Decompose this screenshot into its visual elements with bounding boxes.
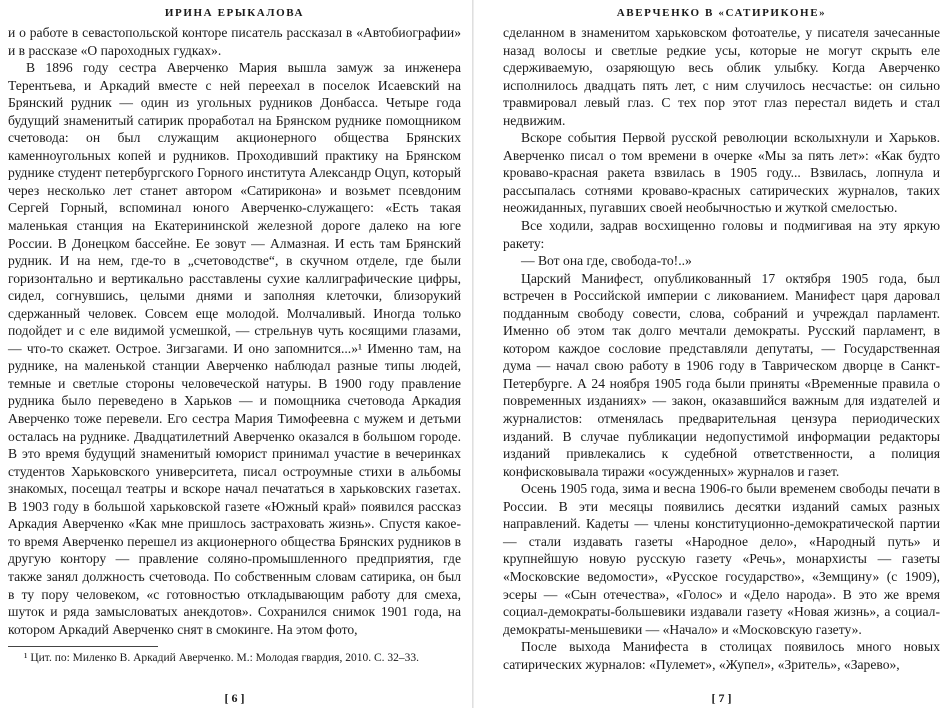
right-paragraph-3: Все ходили, задрав восхищенно головы и подмигивая на эту яркую ракету:: [503, 218, 940, 251]
left-paragraph-1: и о работе в севастопольской конторе писатель рассказал в «Автобиографии» и в рассказе «О пароходных гудках».: [8, 25, 461, 58]
right-paragraph-6: Осень 1905 года, зима и весна 1906-го были временем свободы печати в России. В эти месяцы появились десятки изданий самых разных направлений. Кадеты — члены конституционно-демократической партии — стали издавать газеты «Народное дело», «Народный путь» и крупнейшую новую русскую газету «Речь», монархисты — газеты «Московские ведомости», «Русское государство», «Земщину» (с 1909), эсеры — «Сын отечества», «Голос» и «Дело народа». В это же время социал-демократы-большевики издавали газету «Новая жизнь», а социал-демократы-меньшевики — «Начало» и «Московскую газету».: [503, 481, 940, 637]
right-paragraph-5: Царский Манифест, опубликованный 17 октября 1905 года, был встречен в Российской империи с ликованием. Манифест царя даровал подданным свободу совести, слова, собраний и учреждал парламент. Именно об этом так долго мечтали демократы. Русский парламент, в котором каждое сословие представляли депутаты, — Государственная дума — начал свою работу в 1906 году в Таврическом дворце в Санкт-Петербурге. А 24 ноября 1905 года были приняты «Временные правила о повременных изданиях» — закон, оказавшийся важным для издателей и журналистов: отменялась предварительная цензура периодических изданий. В случае публикации недопустимой информации редакторы изданий привлекались к судебной ответственности, а полиция конфисковывала тиражи «осужденных» журналов и газет.: [503, 270, 940, 479]
right-body-text: [503, 24, 940, 673]
left-body-text: [8, 24, 461, 638]
footnote: ¹ Цит. по: Миленко В. Аркадий Аверченко. М.: Молодая гвардия, 2010. С. 32–33.: [24, 652, 420, 665]
running-head-right: АВЕРЧЕНКО В «САТИРИКОНЕ»: [616, 7, 827, 19]
left-paragraph-2: В 1896 году сестра Аверченко Мария вышла замуж за инженера Терентьева, и Аркадий вместе с ней переехал в поселок Исаевский на Брянский рудник — один из угольных рудников Донбасса. Четыре года будущий знаменитый сатирик проработал на Брянском руднике помощником счетовода: он был служащим акционерного общества Брянских каменноугольных копей и рудников. Проходивший практику на Брянском руднике студент петербургского Горного института Александр Оцуп, который через несколько лет станет автором «Сатирикона» и возьмет псевдоним Сергей Горный, вспоминал юного Аверченко-служащего: «Есть такая маленькая станция на Екатерининской железной дороге далеко на юге России. В Донецком бассейне. Ее зовут — Алмазная. И есть там Брянский рудник. И на нем, где-то в „счетоводстве“, в скучном отделе, где были горизонтально и вертикально расставлены сухие каллиграфические цифры, сидел, согнувшись, целыми днями и заполняя клеточки, близорукий сдержанный человек. Совсем еще молодой. Молчаливый. Иногда только подойдет и с еле видимой усмешкой, — стрельнув чуть косящими глазами, — что-то скажет. Острое. Зигзагами. И оно запомнится...»¹ Именно там, на руднике, на маленькой станции Аверченко наблюдал разные типы людей, темные и светлые стороны человеческой натуры. В 1900 году правление рудника было переведено в Харьков — и помощника счетовода Аркадия Аверченко тоже перевели. Его сестра Мария Тимофеевна с мужем и детьми осталась на руднике. Двадцатилетний Аверченко оказался в большом городе. В это время будущий знаменитый юморист принимал участие в вечеринках студентов Харьковского университета, писал остроумные стихи в альбомы знакомых, посещал театры и вскоре начал печататься в харьковских газетах. В 1903 году в большой харьковской газете «Южный край» появился рассказ Аркадия Аверченко «Как мне пришлось застраховать жизнь». Спустя какое-то время Аверченко перешел из акционерного общества Брянских рудников в другую контору — правление соляно-промышленного предприятия, где также занял должность счетовода. По собственным словам сатирика, он был в ту пору человеком, «с готовностью откладывающим работу для смеха, шуток и ряда замысловатых анекдотов». Сохранился снимок 1901 года, на котором Аркадий Аверченко снят в смокинге. На этом фото,: [8, 60, 461, 637]
right-paragraph-2: Вскоре события Первой русской революции всколыхнули и Харьков. Аверченко писал о том времени в очерке «Мы за пять лет»: «Как будто кроваво-красная ракета взвилась в 1905 году... Взвилась, лопнула и рассыпалась сотнями кроваво-красных сатирических журналов, таких неожиданных, пугавших своей необычностью и жуткой смелостью.: [503, 130, 940, 216]
page-number-right: [ 7 ]: [711, 691, 732, 705]
right-page: [473, 0, 946, 708]
footnote-divider: [8, 646, 158, 647]
right-paragraph-4: — Вот она где, свобода-то!..»: [521, 253, 692, 269]
page-number-left: [ 6 ]: [224, 691, 245, 705]
right-paragraph-1: сделанном в знаменитом харьковском фотоателье, у писателя зачесанные назад волосы и светлые редкие усы, которые не могут скрыть еле сдерживаемую, озаряющую весь облик улыбку. Когда Аверченко исполнилось двадцать пять лет, с ним случилось несчастье: он сильно травмировал левый глаз. С тех пор этот глаз перестал видеть и стал недвижим.: [503, 25, 940, 128]
running-head-left: ИРИНА ЕРЫКАЛОВА: [164, 7, 305, 19]
right-paragraph-7: После выхода Манифеста в столицах появилось много новых сатирических журналов: «Пулемет», «Жупел», «Зритель», «Зарево»,: [503, 639, 940, 672]
